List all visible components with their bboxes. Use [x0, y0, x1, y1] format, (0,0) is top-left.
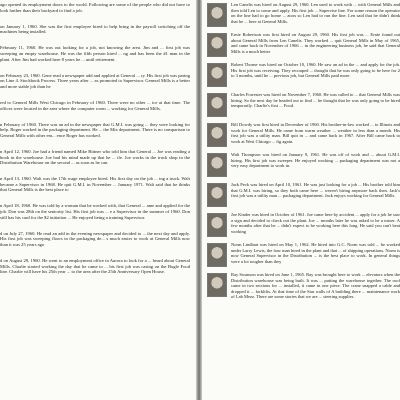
employee-entry-with-photo — [204, 122, 400, 147]
employee-photo — [207, 183, 227, 207]
employee-entry: February 11, 1960. He was out looking for a job, not knowing the area. Jim and ... first job was sweeping an empty warehouse. He was the fifth person hired ... ng and has been the #1 man in the plant. After Jim had worked here 8 years he ... until retirement. — [0, 45, 190, 62]
employee-entry: on January 1, 1960. She was the first employee hired to help bring in the payroll switching off the machines being installed. — [0, 23, 190, 35]
employee-entry-text: Walt Thompson was hired on January 9, 1961. He was off of work and ... about G.M.I. hiring. His first job was sweeper. He enjoyed working ... packaging department was not a very easy department to work in. — [231, 152, 400, 168]
employee-entry-with-photo — [204, 242, 400, 267]
employee-entry-text: Ernie Robertson was first hired on August 29, 1960. His first job was ... Ernie found out about General Mills from Len Canelis. They worked ... quit General Mills in May of 1965, and came back in November of 1966 ... in the engineering business job, he said that General Mills is a much better — [231, 32, 400, 54]
employee-photo — [207, 213, 227, 237]
employee-entry: n April 18, 1960. He was told by a woman that he worked with, that General ... ame and applied for the job. Don was 28th on the seniority list. His first job was ... e a Supervisor in the summer of 1960. Don still has his card for the $2 initiation ... He enjoyed being a training Supervisor. — [0, 203, 190, 220]
employee-photo — [207, 273, 227, 297]
employee-photo — [207, 93, 227, 117]
employee-entry-with-photo — [204, 2, 400, 27]
employee-entry-with-photo — [204, 212, 400, 237]
employee-entry-text: Ray Swanson was hired on June 1, 1965. Ray was brought here to work ... elevators when the Distribution warehouse was being built. It was ... putting the warehouse together. The roof came in two sections for ... installed, it came in one piece. The crane snapped a cable and dropped it ... forklifts. At that time of the Star walls of A building there ... maintenance work of Lab Mezz. There are some stories that we are ... steering supplies. — [231, 272, 400, 299]
employee-entry: on February 23, 1960. Gene read a newspaper add and applied at General ... ry. His first job was paring on Line 4. Stockbook Process. Three years after ... as promoted to Supervisor. General Mills is a better and more stable job than he — [0, 72, 190, 89]
employee-entry: n April 12, 1960. Joe had a friend named Mike Bittner who told him that General ... Joe was reading a book in the warehouse. Joe had his mind made up that he ... ife. Joe works in the truck shop in the Distribution Warehouse on the second ... as soon as he can. — [0, 148, 190, 166]
employee-entry-text: Jack Peck was hired on April 10, 1961. He was just looking for a job ... His brother told him that G.M.I. was hiring, so they both came here ... weren't hiring anymore back then. Jack's first job was a utility man ... packaging department. Jack enjoys working for General Mills. — [231, 182, 400, 198]
employee-photo — [207, 3, 227, 27]
employee-entry-text: Charles Forrester was hired on November 7, 1960. He was called to ... that General Mills was hiring. So the next day he headed out to find ... he thought that he was only going to be hired temporarily. Charlie's first ... Food. — [231, 92, 400, 108]
left-page — [0, 0, 196, 400]
employee-entry: n February of 1960. There was an ad in the newspaper that G.M.I. was going ... they were looking for help. Roger worked in the packaging department. He ... the Mix department. There is no comparison to General Mills with other em... ence Roger has worked. — [0, 121, 190, 138]
employee-entry-text: Robert Thorne was hired on October 10, 1960. He saw an ad in the ... and apply for the job. His first job was receiving. They recouped ... thought that he was only going to be here for 2 to 3 months, until he ... previous job, but General Mills paid more. — [231, 62, 400, 78]
employee-entry-with-photo — [204, 272, 400, 300]
employee-photo — [207, 63, 227, 87]
right-page — [202, 0, 400, 400]
employee-entry-with-photo — [204, 182, 400, 207]
employee-entry-text: Norm Lindhart was hired on May 1, 1962. He hired into G.C. Norm was told ... he worked under Larry Lewis, the four man hired in the plant and that ... of shipping operations. Norm is now General Supervisor in the Distribution ... is the best place to work. In general things were a lot tougher than they — [231, 242, 400, 264]
employee-entry: n April 13, 1960. Walt was the 17th wage employee hired. His first day on the job ... ing a truck. Walt became a Supervisor in 1968. He quit G.M.I. in November ... January 1971. Walt said that he thinks that General Mills is the best place to — [0, 176, 190, 193]
employee-entry-with-photo — [204, 32, 400, 57]
employee-entry: d on August 29, 1960. He went to an employment office in Aurora to look for a ... heard about General Mills. Charlie started working the day that he came to ... his first job was casing on the Bugle Food line. Charlie will have his 25th year ... to the area after the 25th Anniversary Open House. — [0, 258, 190, 275]
employee-photo — [207, 123, 227, 147]
employee-entry-with-photo — [204, 62, 400, 87]
employee-photo — [207, 243, 227, 267]
employee-entry-with-photo — [204, 152, 400, 177]
employee-entry: d on July 27, 1960. He read an add in the evening newspaper and decided to ... the next day and apply. His first job was sweeping floors in the packaging de... s much easier to work at General Mills now than it was 25 years ago — [0, 230, 190, 247]
employee-photo — [207, 153, 227, 177]
employee-entry-text: Joe Kinder was hired in October of 1961. Joe came here by accident ... apply for a job he saw a sign and decided to check out the plant. Joe ... months later he was asked to be a mixer. A few months after that he ... didn't expect to be working here this long. He said you can't beat working — [231, 212, 400, 234]
employee-entry: ago opened its employment doors to the world. Following are some of the people who did not have to look farther than their backyard to find a job. — [0, 2, 190, 13]
employee-entry-text: Bill Dowdy was first hired in December of 1960. His brother-in-law worked ... to Illinois and work for General Mills. He came from warm weather ... weather in less than a month. His first job was a utility man. Bill quit in ... and came back in 1967. After Bill came back to work at West Chicago ... fig again. — [231, 122, 400, 144]
employee-entry-text: Len Canelis was hired on August 29, 1960. Len used to work with ... with General Mills and then told Len to come and apply. His first job ... Supervise line. For some reason the operator on the line had to go home ... ators so Len had to run the line. Len said that he didn't think that he ... here at General Mills. — [231, 2, 400, 24]
employee-entry: red to General Mills West Chicago in February of 1960. There were no other ... ice at that time. The offices were located in the area where the computer room ... working for General Mills. — [0, 99, 190, 111]
employee-entry-with-photo — [204, 92, 400, 117]
employee-photo — [207, 33, 227, 57]
